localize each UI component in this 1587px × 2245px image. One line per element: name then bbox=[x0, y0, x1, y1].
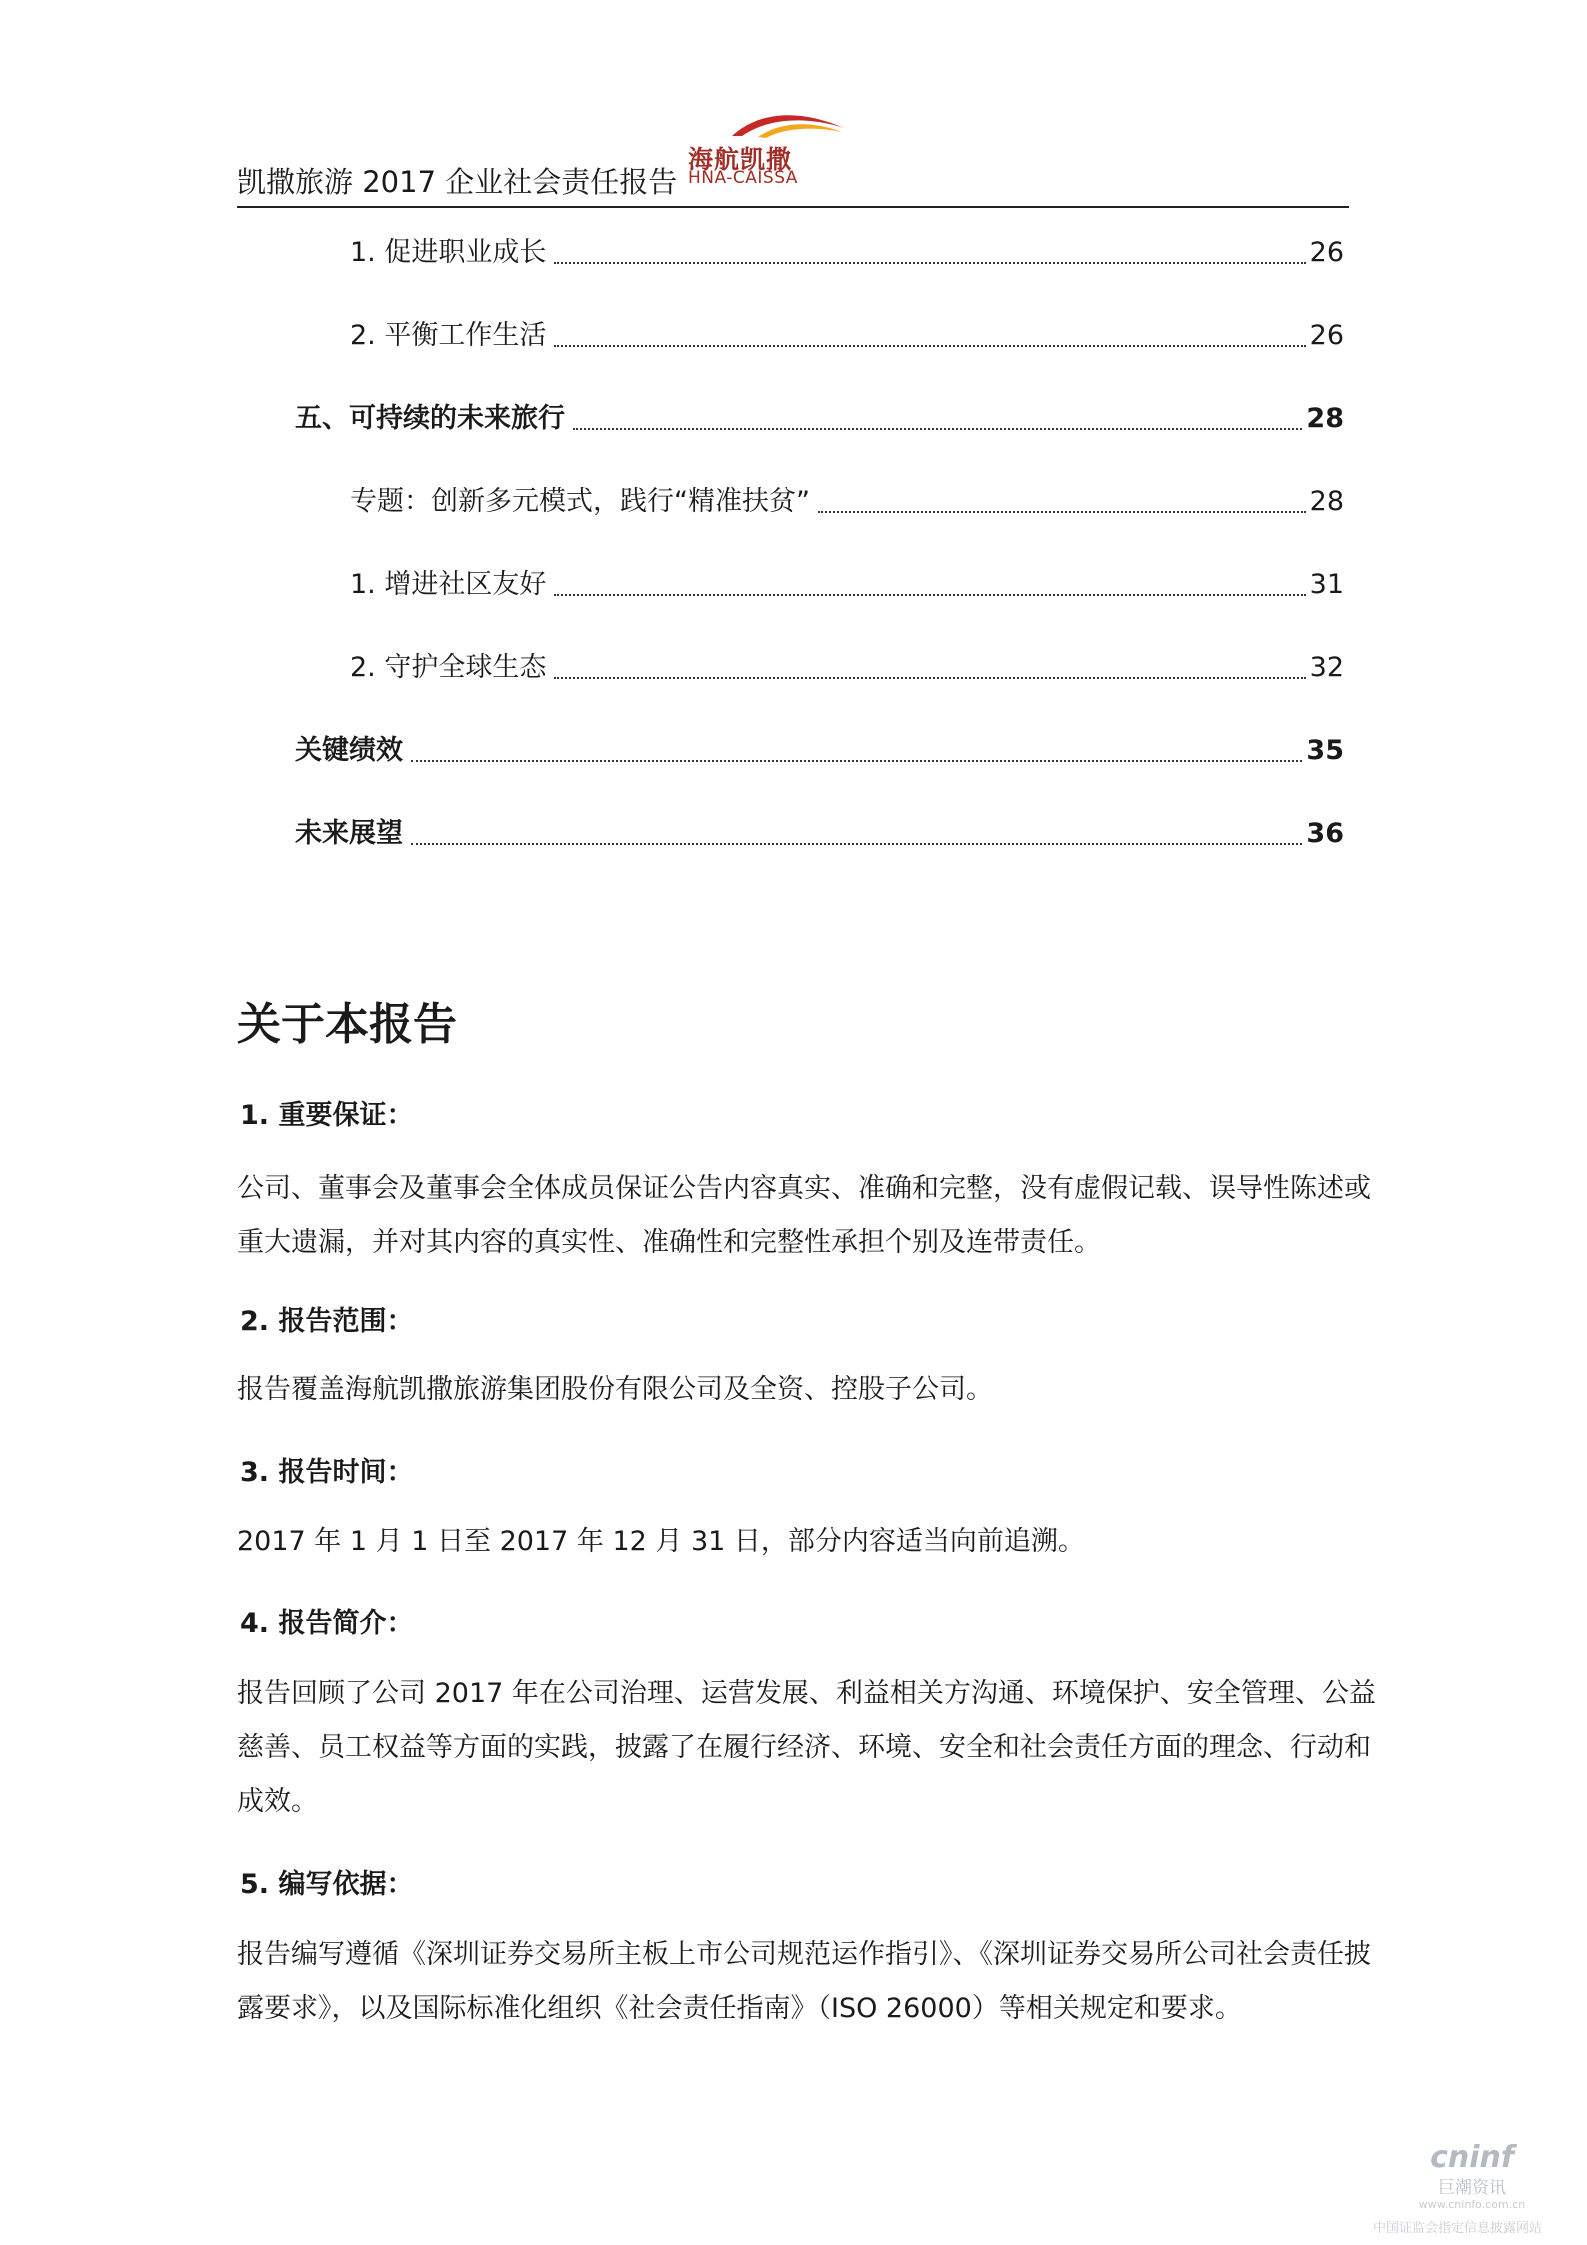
watermark-text-cn: 巨潮资讯 bbox=[1438, 2178, 1506, 2198]
paragraph-line: 成效。 bbox=[237, 1786, 318, 1817]
toc-leader-dots bbox=[554, 262, 1305, 264]
paragraph bbox=[237, 1363, 1349, 1417]
paragraph-line: 重大遗漏，并对其内容的真实性、准确性和完整性承担个别及连带责任。 bbox=[237, 1227, 1101, 1258]
toc-leader-dots bbox=[573, 428, 1302, 430]
sub-heading: 1. 重要保证： bbox=[240, 1100, 414, 1131]
toc-entry[interactable] bbox=[350, 316, 1344, 356]
company-logo bbox=[680, 110, 860, 190]
header-divider bbox=[237, 206, 1349, 208]
toc-leader-dots bbox=[411, 760, 1302, 762]
toc-entry-label: 未来展望 bbox=[295, 818, 403, 849]
sub-heading: 3. 报告时间： bbox=[240, 1457, 414, 1488]
watermark-footer: 中国证监会指定信息披露网站 bbox=[1372, 2221, 1542, 2236]
toc-entry[interactable] bbox=[350, 565, 1344, 605]
watermark-url: www.cninfo.com.cn bbox=[1418, 2198, 1526, 2211]
toc-entry[interactable] bbox=[350, 233, 1344, 273]
toc-entry[interactable] bbox=[350, 482, 1344, 522]
toc-entry-page: 28 bbox=[1309, 486, 1344, 517]
toc-entry-label: 2. 平衡工作生活 bbox=[350, 320, 547, 351]
toc-entry[interactable] bbox=[295, 399, 1344, 439]
paragraph-line: 公司、董事会及董事会全体成员保证公告内容真实、准确和完整，没有虚假记载、误导性陈述或 bbox=[237, 1173, 1371, 1204]
logo-text-en: HNA-CAISSA bbox=[688, 168, 798, 188]
paragraph bbox=[237, 1928, 1371, 2036]
paragraph bbox=[237, 1667, 1376, 1829]
toc-entry-label: 关键绩效 bbox=[295, 735, 403, 766]
toc-entry-label: 1. 促进职业成长 bbox=[350, 237, 547, 268]
toc-entry-label: 专题：创新多元模式，践行“精准扶贫” bbox=[350, 486, 810, 517]
paragraph-line: 2017 年 1 月 1 日至 2017 年 12 月 31 日，部分内容适当向前追溯。 bbox=[237, 1526, 1085, 1557]
logo-text-cn: 海航凯撒 bbox=[688, 145, 793, 174]
section-title: 关于本报告 bbox=[237, 999, 457, 1050]
sub-heading: 5. 编写依据： bbox=[240, 1869, 414, 1900]
paragraph-line: 报告编写遵循《深圳证券交易所主板上市公司规范运作指引》、《深圳证券交易所公司社会责任披 bbox=[237, 1939, 1371, 1970]
paragraph-line: 报告覆盖海航凯撒旅游集团股份有限公司及全资、控股子公司。 bbox=[237, 1374, 993, 1405]
report-header-title: 凯撒旅游 2017 企业社会责任报告 bbox=[237, 165, 678, 199]
toc-leader-dots bbox=[818, 511, 1306, 513]
paragraph-line: 慈善、员工权益等方面的实践，披露了在履行经济、环境、安全和社会责任方面的理念、行动和 bbox=[237, 1732, 1371, 1763]
sub-heading: 2. 报告范围： bbox=[240, 1306, 414, 1337]
toc-entry-page: 35 bbox=[1306, 735, 1344, 766]
toc-leader-dots bbox=[411, 843, 1302, 845]
toc-entry-page: 32 bbox=[1309, 652, 1344, 683]
toc-entry[interactable] bbox=[350, 648, 1344, 688]
toc-leader-dots bbox=[554, 594, 1305, 596]
paragraph-line: 报告回顾了公司 2017 年在公司治理、运营发展、利益相关方沟通、环境保护、安全管理、公益 bbox=[237, 1678, 1376, 1709]
toc-entry-page: 26 bbox=[1309, 237, 1344, 268]
sub-heading: 4. 报告简介： bbox=[240, 1608, 414, 1639]
toc-entry[interactable] bbox=[295, 731, 1344, 771]
toc-entry-page: 31 bbox=[1309, 569, 1344, 600]
toc-entry-page: 28 bbox=[1306, 403, 1344, 434]
flame-swoosh-icon bbox=[728, 110, 848, 140]
toc-entry-label: 2. 守护全球生态 bbox=[350, 652, 547, 683]
toc-entry[interactable] bbox=[295, 814, 1344, 854]
toc-leader-dots bbox=[554, 345, 1305, 347]
paragraph bbox=[237, 1515, 1349, 1569]
toc-entry-page: 26 bbox=[1309, 320, 1344, 351]
toc-entry-label: 1. 增进社区友好 bbox=[350, 569, 547, 600]
toc-entry-page: 36 bbox=[1306, 818, 1344, 849]
toc-entry-label: 五、可持续的未来旅行 bbox=[295, 403, 565, 434]
toc-leader-dots bbox=[554, 677, 1305, 679]
watermark-logo: cninf bbox=[1430, 2140, 1514, 2175]
paragraph-line: 露要求》，以及国际标准化组织《社会责任指南》（ISO 26000）等相关规定和要求。 bbox=[237, 1993, 1242, 2024]
paragraph bbox=[237, 1162, 1371, 1270]
